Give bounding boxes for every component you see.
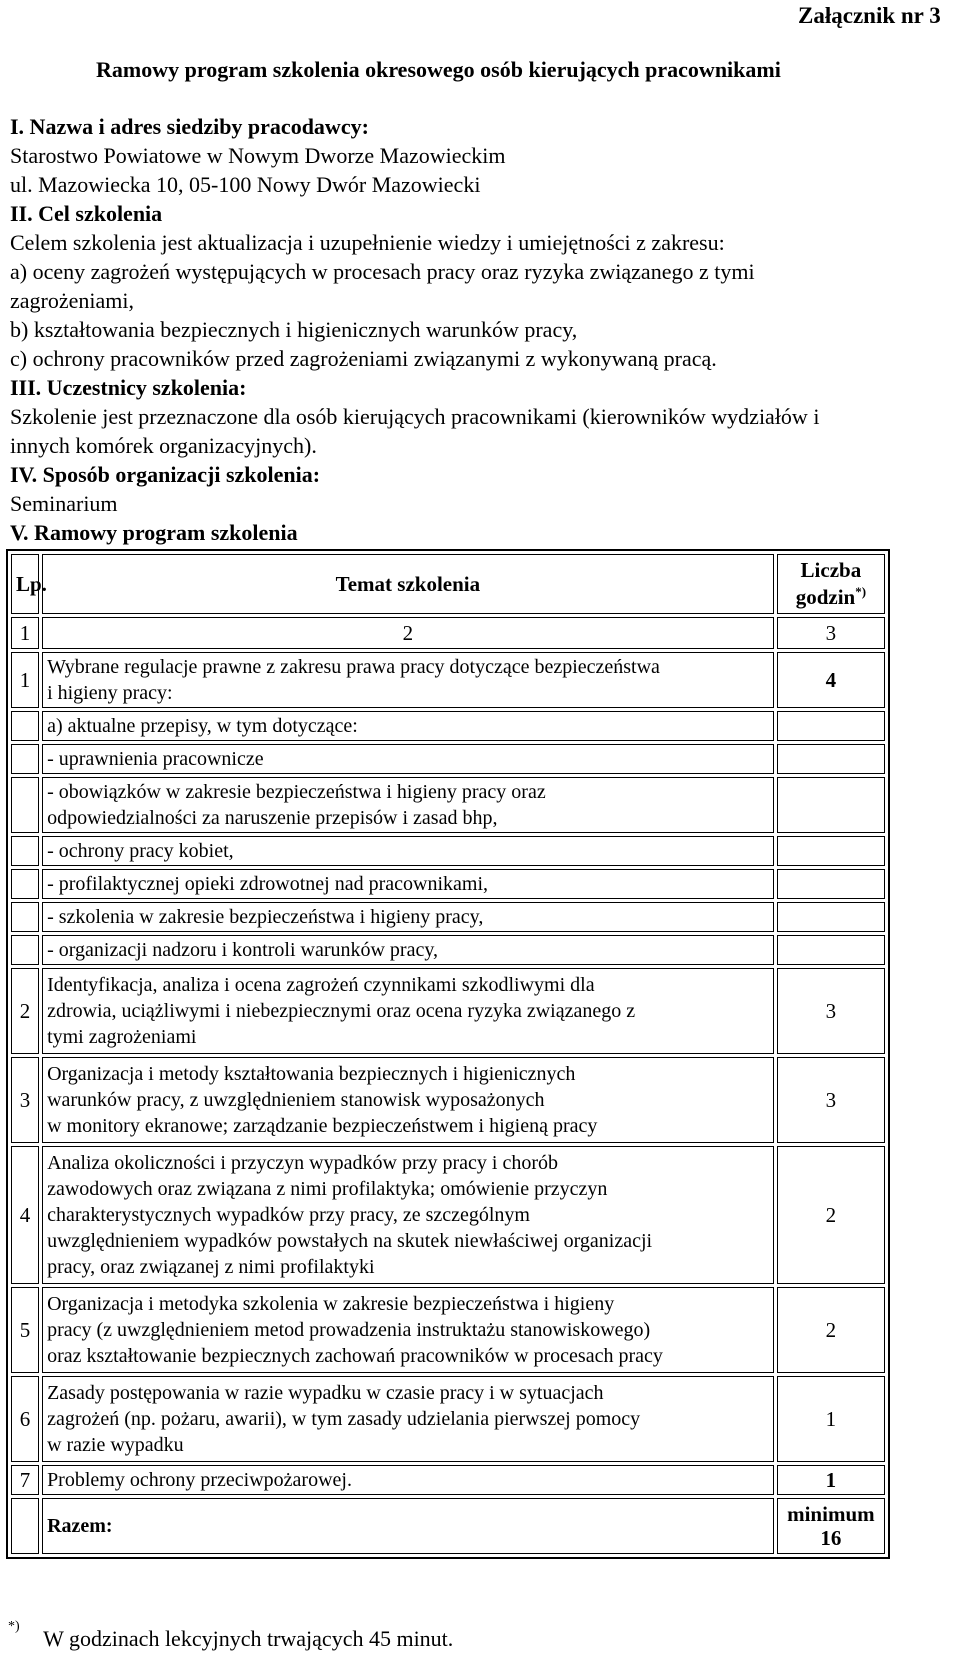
row-topic <box>42 869 774 899</box>
row-topic <box>42 1057 774 1143</box>
header-hours-line2 <box>782 584 880 611</box>
row-number: 1 <box>11 652 39 708</box>
row-number <box>11 711 39 741</box>
topic-line: - uprawnienia pracownicze <box>47 748 264 770</box>
table-row <box>11 1146 885 1284</box>
row-hours: 3 <box>777 968 885 1054</box>
row-topic <box>42 968 774 1054</box>
topic-line: zagrożeń (np. pożaru, awarii), w tym zasady udzielania pierwszej pomocy <box>47 1408 641 1430</box>
goal-line: b) kształtowania bezpiecznych i higienicznych warunków pracy, <box>10 317 578 342</box>
table-row <box>11 836 885 866</box>
footnote-mark: *) <box>8 1618 20 1634</box>
topic-line: - ochrony pracy kobiet, <box>47 840 234 862</box>
table-row <box>11 869 885 899</box>
document-title: Ramowy program szkolenia okresowego osób kierujących pracownikami <box>96 57 781 82</box>
goal-line: Celem szkolenia jest aktualizacja i uzupełnienie wiedzy i umiejętności z zakresu: <box>10 230 725 255</box>
row-topic <box>42 744 774 774</box>
section-4-heading: IV. Sposób organizacji szkolenia: <box>10 462 321 487</box>
header-hours <box>777 554 885 614</box>
footnote <box>8 1618 454 1652</box>
topic-line: - profilaktycznej opieki zdrowotnej nad pracownikami, <box>47 873 489 895</box>
total-empty-cell <box>11 1498 39 1554</box>
topic-line: Analiza okoliczności i przyczyn wypadków przy pracy i chorób <box>47 1152 558 1174</box>
table-row <box>11 935 885 965</box>
topic-line: zdrowia, uciążliwymi i niebezpiecznymi oraz ocena ryzyka związanego z <box>47 1000 636 1022</box>
topic-line: zawodowych oraz związana z nimi profilaktyka; omówienie przyczyn <box>47 1178 608 1200</box>
topic-line: Organizacja i metody kształtowania bezpiecznych i higienicznych <box>47 1063 576 1085</box>
topic-line: warunków pracy, z uwzględnieniem stanowisk wyposażonych <box>47 1089 545 1111</box>
row-hours <box>777 902 885 932</box>
total-hours-line: 16 <box>820 1526 842 1550</box>
row-number: 5 <box>11 1287 39 1373</box>
total-hours-line: minimum <box>787 1502 875 1526</box>
row-hours: 2 <box>777 1287 885 1373</box>
total-hours <box>777 1498 885 1554</box>
table-row <box>11 711 885 741</box>
row-hours: 1 <box>777 1465 885 1495</box>
annex-label: Załącznik nr 3 <box>798 3 941 28</box>
table-row <box>11 1057 885 1143</box>
topic-line: pracy, oraz związanej z nimi profilaktyki <box>47 1256 375 1278</box>
topic-line: charakterystycznych wypadków przy pracy, ze szczególnym <box>47 1204 530 1226</box>
topic-line: oraz kształtowanie bezpiecznych zachowań pracowników w procesach pracy <box>47 1345 663 1367</box>
row-topic <box>42 902 774 932</box>
program-table <box>6 549 890 1559</box>
row-hours <box>777 869 885 899</box>
table-row <box>11 1287 885 1373</box>
section-1 <box>10 112 819 547</box>
table-row <box>11 1465 885 1495</box>
row-hours <box>777 935 885 965</box>
participants-line: Szkolenie jest przeznaczone dla osób kierujących pracownikami (kierowników wydziałów i <box>10 404 820 429</box>
section-5-heading: V. Ramowy program szkolenia <box>10 520 298 545</box>
row-topic <box>42 1376 774 1462</box>
table-row <box>11 652 885 708</box>
topic-line: Organizacja i metodyka szkolenia w zakresie bezpieczeństwa i higieny <box>47 1293 615 1315</box>
participants-line: innych komórek organizacyjnych). <box>10 433 317 458</box>
table-row <box>11 968 885 1054</box>
row-topic <box>42 1146 774 1284</box>
row-hours <box>777 711 885 741</box>
header-hours-text: godzin <box>795 585 856 609</box>
row-number <box>11 744 39 774</box>
row-number <box>11 902 39 932</box>
table-row <box>11 902 885 932</box>
goal-line: zagrożeniami, <box>10 288 134 313</box>
table-row <box>11 744 885 774</box>
topic-line: Problemy ochrony przeciwpożarowej. <box>47 1469 352 1491</box>
table-row <box>11 1376 885 1462</box>
section-2-heading: II. Cel szkolenia <box>10 201 163 226</box>
column-number: 3 <box>777 617 885 649</box>
footnote-mark: *) <box>855 584 867 599</box>
topic-line: a) aktualne przepisy, w tym dotyczące: <box>47 715 358 737</box>
topic-line: w monitory ekranowe; zarządzanie bezpieczeństwem i higieną pracy <box>47 1115 598 1137</box>
footnote-text: W godzinach lekcyjnych trwających 45 minut. <box>43 1626 454 1651</box>
row-hours: 1 <box>777 1376 885 1462</box>
employer-name: Starostwo Powiatowe w Nowym Dworze Mazowieckim <box>10 143 506 168</box>
row-number: 2 <box>11 968 39 1054</box>
table-row <box>11 777 885 833</box>
row-number: 3 <box>11 1057 39 1143</box>
row-number: 4 <box>11 1146 39 1284</box>
row-number: 6 <box>11 1376 39 1462</box>
header-lp: Lp. <box>11 554 39 614</box>
topic-line: i higieny pracy: <box>47 682 173 704</box>
row-topic <box>42 836 774 866</box>
row-number <box>11 777 39 833</box>
row-hours <box>777 836 885 866</box>
header-topic: Temat szkolenia <box>42 554 774 614</box>
section-1-heading: I. Nazwa i adres siedziby pracodawcy: <box>10 114 369 139</box>
row-topic <box>42 935 774 965</box>
section-3-heading: III. Uczestnicy szkolenia: <box>10 375 247 400</box>
topic-line: - obowiązków w zakresie bezpieczeństwa i higieny pracy oraz <box>47 781 546 803</box>
topic-line: w razie wypadku <box>47 1434 184 1456</box>
row-topic <box>42 652 774 708</box>
organization-form: Seminarium <box>10 491 118 516</box>
topic-line: Wybrane regulacje prawne z zakresu prawa pracy dotyczące bezpieczeństwa <box>47 656 660 678</box>
row-number: 7 <box>11 1465 39 1495</box>
row-topic <box>42 1465 774 1495</box>
topic-line: pracy (z uwzględnieniem metod prowadzenia instruktażu stanowiskowego) <box>47 1319 651 1341</box>
table-header-row <box>11 554 885 614</box>
column-number: 2 <box>42 617 774 649</box>
row-number <box>11 935 39 965</box>
total-label: Razem: <box>42 1498 774 1554</box>
row-hours: 2 <box>777 1146 885 1284</box>
topic-line: - szkolenia w zakresie bezpieczeństwa i higieny pracy, <box>47 906 484 928</box>
row-topic <box>42 1287 774 1373</box>
row-number <box>11 836 39 866</box>
topic-line: uwzględnieniem wypadków powstałych na skutek niewłaściwej organizacji <box>47 1230 653 1252</box>
row-hours <box>777 777 885 833</box>
row-hours: 3 <box>777 1057 885 1143</box>
column-number: 1 <box>11 617 39 649</box>
topic-line: tymi zagrożeniami <box>47 1026 197 1048</box>
row-topic <box>42 711 774 741</box>
topic-line: odpowiedzialności za naruszenie przepisów i zasad bhp, <box>47 807 498 829</box>
topic-line: Zasady postępowania w razie wypadku w czasie pracy i w sytuacjach <box>47 1382 604 1404</box>
topic-line: Identyfikacja, analiza i ocena zagrożeń czynnikami szkodliwymi dla <box>47 974 595 996</box>
column-number-row <box>11 617 885 649</box>
goal-line: a) oceny zagrożeń występujących w procesach pracy oraz ryzyka związanego z tymi <box>10 259 755 284</box>
row-number <box>11 869 39 899</box>
total-row <box>11 1498 885 1554</box>
topic-line: - organizacji nadzoru i kontroli warunków pracy, <box>47 939 439 961</box>
row-topic <box>42 777 774 833</box>
header-hours-line1: Liczba <box>800 558 862 582</box>
employer-address: ul. Mazowiecka 10, 05-100 Nowy Dwór Mazowiecki <box>10 172 481 197</box>
row-hours <box>777 744 885 774</box>
row-hours: 4 <box>777 652 885 708</box>
goal-line: c) ochrony pracowników przed zagrożeniami związanymi z wykonywaną pracą. <box>10 346 717 371</box>
